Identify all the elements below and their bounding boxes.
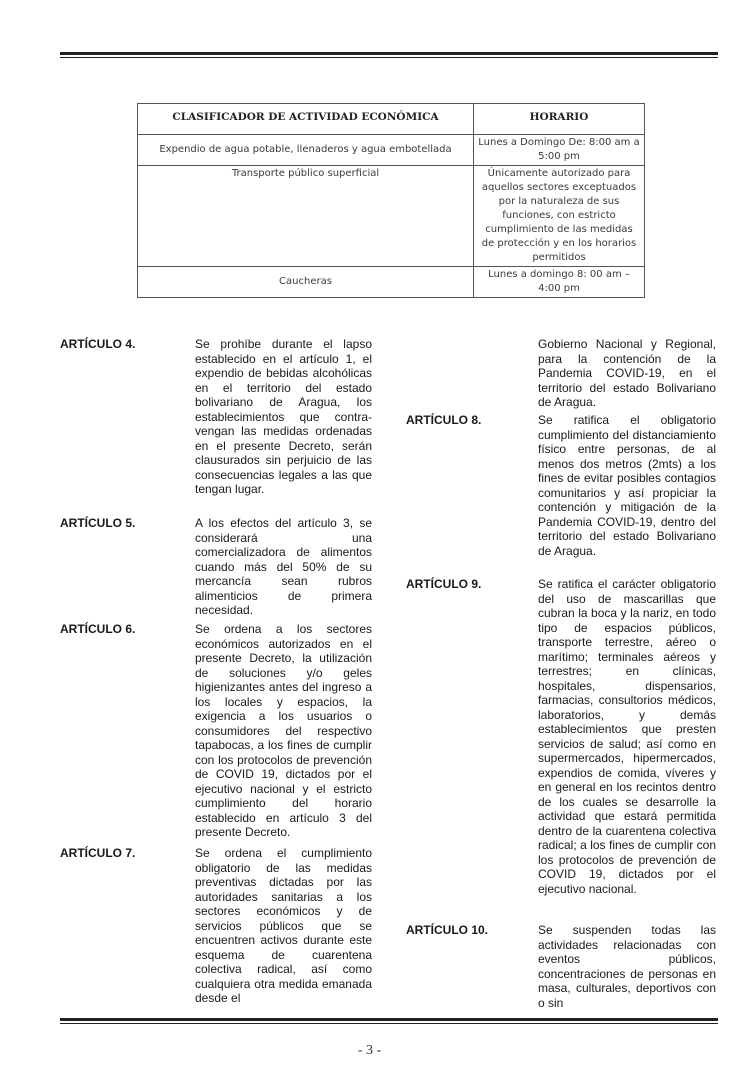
- article-9-label: ARTÍCULO 9.: [406, 577, 482, 591]
- article-9-text: Se ratifica el carácter obligatorio del uso de mascarillas que cubran la boca y la nariz, en todo tipo de espacios públicos, transporte terrestre, aéreo o marítimo; terminales aéreos y terrestres; en clínicas, hospitales, dispensarios, farmacias, consultorios médicos, laboratorios, y demás establecimientos que presten servicios de salud; así como en supermercados, hipermercados, expendios de comida, víveres y en general en los recintos dentro de los cuales se desarrolle la actividad que estará permitida dentro de la cuarentena colectiva radical; a los fines de cumplir con los protocolos de prevención de COVID 19, dictados por el ejecutivo nacional.: [538, 577, 716, 896]
- table-row: [138, 267, 645, 298]
- article-5-text: A los efectos del artículo 3, se considerará una comercializadora de alimentos cuando más del 50% de su mercancía sean rubros alimenticios de primera necesidad.: [195, 516, 372, 617]
- activity-schedule-table: [137, 103, 645, 298]
- table-cell-activity: Expendio de agua potable, llenaderos y agua embotellada: [138, 135, 474, 166]
- article-6-label: ARTÍCULO 6.: [60, 622, 136, 636]
- article-7-continuation-text: Gobierno Nacional y Regional, para la contención de la Pandemia COVID-19, en el territorio del estado Bolivariano de Aragua.: [538, 337, 716, 409]
- table-cell-activity: Caucheras: [138, 267, 474, 298]
- article-8-text: Se ratifica el obligatorio cumplimiento del distanciamiento físico entre personas, de al menos dos metros (2mts) a los fines de evitar posibles contagios comunitarios y así propiciar la contención y mitigación de la Pandemia COVID-19, dentro del territorio del estado Bolivariano de Aragua.: [538, 413, 716, 558]
- article-7-label: ARTÍCULO 7.: [60, 846, 136, 860]
- article-6-text: Se ordena a los sectores económicos autorizados en el presente Decreto, la utilización de soluciones y/o geles higienizantes antes del ingreso a los locales y espacios, la exigencia a los usuarios o consumidores del respectivo tapabocas, a los fines de cumplir con los protocolos de prevención de COVID 19, dictados por el ejecutivo nacional y el estricto cumplimiento del horario establecido en artículo 3 del presente Decreto.: [195, 622, 372, 839]
- article-7-text: Se ordena el cumplimiento obligatorio de las medidas preventivas dictadas por las autoridades sanitarias a los sectores económicos y de servicios públicos que se encuentren activos durante este esquema de cuarentena colectiva radical, así como cualquiera otra medida emanada desde el: [195, 846, 372, 1005]
- table-header-activity: CLASIFICADOR DE ACTIVIDAD ECONÓMICA: [138, 104, 474, 135]
- article-10-label: ARTÍCULO 10.: [406, 923, 489, 937]
- header-rule-thick: [60, 52, 718, 55]
- article-10-text: Se suspenden todas las actividades relacionadas con eventos públicos, concentraciones de personas en masa, culturales, deportivos con o sin: [538, 923, 716, 1010]
- table-row: [138, 135, 645, 166]
- header-rule-thin: [60, 57, 718, 58]
- table-cell-schedule: Únicamente autorizado para aquellos sectores exceptuados por la naturaleza de sus funciones, con estricto cumplimiento de las medidas de protección y en los horarios permitidos: [474, 166, 645, 267]
- table-row: [138, 166, 645, 267]
- footer-rule-thin: [60, 1023, 718, 1024]
- table-cell-schedule: Lunes a Domingo De: 8:00 am a 5:00 pm: [474, 135, 645, 166]
- table-header-schedule: HORARIO: [474, 104, 645, 135]
- page-number: - 3 -: [357, 1043, 382, 1058]
- table-header-row: [138, 104, 645, 135]
- article-4-text: Se prohíbe durante el lapso establecido en el artículo 1, el expendio de bebidas alcohólicas en el territorio del estado bolivariano de Aragua, los establecimientos que contra-vengan las medidas ordenadas en el presente Decreto, serán clausurados sin perjuicio de las consecuencias legales a las que tengan lugar.: [195, 337, 372, 496]
- article-5-label: ARTÍCULO 5.: [60, 516, 136, 530]
- article-8-label: ARTÍCULO 8.: [406, 413, 482, 427]
- table-cell-schedule: Lunes a domingo 8: 00 am – 4:00 pm: [474, 267, 645, 298]
- article-4-label: ARTÍCULO 4.: [60, 337, 136, 351]
- table-cell-activity: Transporte público superficial: [138, 166, 474, 267]
- footer-rule-thick: [60, 1018, 718, 1021]
